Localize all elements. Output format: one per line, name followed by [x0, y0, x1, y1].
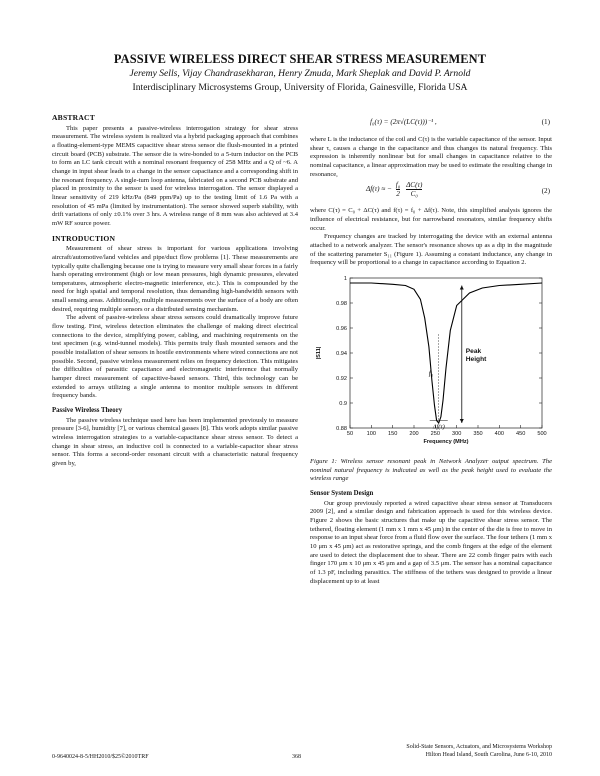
peak-label-line2: Height: [465, 355, 487, 363]
eq2-number: (2): [541, 187, 550, 196]
peak-arrow-head-top: [460, 285, 464, 289]
eq2-c-den: C₀: [410, 190, 418, 199]
x-tick-label: 50: [346, 430, 354, 437]
footer-conference: [406, 744, 552, 759]
y-tick-label: 0.92: [336, 375, 347, 382]
y-tick-label: 0.96: [336, 325, 347, 332]
abstract-text: This paper presents a passive-wireless interrogation strategy for shear stress measurement. The wireless system is realized via a hybrid packaging approach that combines a floating-element-type MEMS capacitive shear stress sensor die flush-mounted in a printed circuit board (PCB) substrate. The sensor die is wire-bonded to a 5-turn inductor on the PCB to form an LC tank circuit with a nominal resonant frequency of 258 MHz and a Q of ~6. A change in input shear leads to a change in the sensor capacitance and a corresponding shift in the resonant frequency. A single-turn loop antenna, fabricated on a second PCB substrate and placed in proximity to the sensor is used for wireless interrogation. The sensor displayed a linear sensitivity of 219 kHz/Pa (849 ppm/Pa) up to the testing limit of 1.6 Pa with a resolution of 45 mPa (limited by instrumentation). The sensor showed superb stability, with drift variations of only ±0.1% over 3 hrs. A wireless range of 8 mm was also achieved at 3.4 mW RF source power.: [52, 124, 298, 227]
y-axis-label: |S11|: [316, 346, 322, 360]
peak-arrow-head-bottom: [460, 419, 464, 423]
affiliation: Interdisciplinary Microsystems Group, University of Florida, Gainesville, Florida USA: [132, 82, 468, 93]
author-list: Jeremy Sells, Vijay Chandrasekharan, Henry Zmuda, Mark Sheplak and David P. Arnold: [129, 68, 471, 79]
x-axis-label: Frequency (MHz): [423, 438, 469, 445]
y-tick-label: 0.88: [336, 425, 347, 432]
eq2-f-num: f₀: [395, 181, 401, 190]
equation-2: [310, 179, 552, 207]
footer-conference-location: Hilton Head Island, South Carolina, June 6-10, 2010: [425, 751, 552, 758]
x-tick-label: 400: [494, 430, 505, 437]
response-paragraph: Frequency changes are tracked by interrogating the device with an external antenna attached to a network analyzer. The sensor's resonance shows up as a dip in the magnitude of the scattering parameter S₁₁ (Figure 1). Assuming a constant inductance, any change in frequency will be proportional to a change in capacitance according to Equation 2.: [310, 233, 552, 267]
x-tick-label: 500: [537, 430, 547, 437]
y-tick-label: 0.94: [336, 350, 347, 357]
eq2-f-den: 2: [396, 190, 400, 199]
intro-heading: INTRODUCTION: [52, 233, 116, 243]
x-tick-label: 350: [473, 430, 483, 437]
footer-page-number: 368: [292, 754, 301, 760]
equation-1: [310, 114, 552, 136]
y-tick-label: 0.9: [339, 400, 347, 407]
eq1-rhs: (2π√(LC(τ)))⁻¹ ,: [390, 118, 437, 126]
x-tick-label: 300: [451, 430, 462, 437]
x-tick-label: 100: [366, 430, 377, 437]
after-eq1-text: where L is the inductance of the coil and C(τ) is the variable capacitance of the sensor. Input shear τ, causes a change in the capacitance and thus changes its natural frequency. This expression is inherently nonlinear but for small changes in capacitance relative to the nominal capacitance, a linear approximation may be used to estimate the resulting change in resonance,: [310, 136, 552, 178]
figure-1-caption: Figure 1: Wireless sensor resonant peak in Network Analyzer output spectrum. The nominal natural frequency is indicated as well as the peak height used to evaluate the wireless range: [310, 457, 552, 483]
delta-f-label: Δf(τ): [432, 423, 445, 431]
x-tick-label: 250: [430, 430, 441, 437]
right-column: [310, 114, 552, 586]
theory-paragraph: The passive wireless technique used here has been implemented previously to measure pressure [3-6], humidity [7], or various chemical gasses [8]. This work adopts similar passive wireless interrogation strategies to a variable-capacitance shear stress sensor. To detect a change in shear stress, an inductive coil is connected to a variable-capacitor shear stress sensor. This forms a second-order resonant circuit with a characteristic natural frequency given by,: [52, 416, 298, 467]
intro-paragraph-1: Measurement of shear stress is important for various applications involving aircraft/automotive/land vehicles and pipe/duct flow problems [1]. These measurements are typically quite challenging because one is trying to measure very small shear forces in a fairly harsh operating environment (high or low mean pressures, high dynamic pressures, elevated temperatures, atmospheric electro-magnetic interference, etc.). This is compounded by the need for high spatial and temporal resolution, thus demanding high-bandwidth sensors with small sensing areas. Additionally, multiple measurements over the surface of a body are often desired, requiring multiple sensors or a distributed sensing mechanism.: [52, 245, 298, 313]
theory-heading: Passive Wireless Theory: [52, 407, 123, 414]
after-eq2-text: where C(τ) = C₀ + ΔC(τ) and f(τ) = f₀ + Δf(τ). Note, this simplified analysis ignores the influence of electrical resistance, but for narrowband resonators, similar frequency shifts occur.: [310, 207, 552, 232]
page-title: PASSIVE WIRELESS DIRECT SHEAR STRESS MEASUREMENT: [113, 52, 487, 66]
abstract-heading: ABSTRACT: [52, 113, 95, 122]
footer-conference-name: Solid-State Sensors, Actuators, and Microsystems Workshop: [406, 744, 552, 750]
eq1-lhs: f₀(τ) =: [370, 118, 391, 126]
eq1-number: (1): [541, 118, 550, 126]
x-tick-label: 150: [387, 430, 398, 437]
intro-paragraph-2: The advent of passive-wireless shear stress sensors could dramatically improve future flow testing. First, wireless detection eliminates the challenge of making direct electrical connections to the device, simplifying power, cabling, and machining requirements on the test specimen (e.g. wind-tunnel models). This permits truly flush mounted sensors and the possible installation of shear sensors in hostile environments where wired connections are not possible. Second, passive wireless measurement relies on frequency detection. This mitigates the difficulties of parasitic capacitance and electromagnetic interference that normally hamper direct measurement of capacitive-based sensors. Third, this technology can be extended to arrays utilizing a single antenna to monitor multiple sensors in different frequency bands.: [52, 314, 298, 400]
s11-chart-svg: [310, 272, 552, 454]
eq2-lhs: Δf(τ) ≈ −: [366, 185, 392, 194]
x-tick-label: 200: [409, 430, 419, 437]
y-tick-label: 1: [343, 275, 347, 282]
footer-copyright: 0-9640024-8-5/HH2010/$25©2010TRF: [52, 754, 149, 760]
design-heading: Sensor System Design: [310, 489, 374, 497]
f0-label: f₀: [428, 369, 434, 378]
peak-label-line1: Peak: [465, 347, 482, 355]
x-tick-label: 450: [515, 430, 526, 437]
figure-1-chart: [310, 272, 552, 454]
series-line-s11: [350, 283, 542, 423]
y-tick-label: 0.98: [336, 300, 347, 307]
left-column: [52, 114, 298, 469]
plot-frame: [350, 278, 542, 431]
eq2-c-num: ΔC(τ): [406, 181, 423, 190]
design-paragraph: Our group previously reported a wired capacitive shear stress sensor at Transducers 2009 [2], and a similar design and fabrication approach is used for this wireless device. Figure 2 shows the basic structures that make up the capacitive shear stress sensor. The tethered, floating element (1 mm x 1 mm x 45 μm) in the center of the die is free to move in response to an input shear force from a fluid flow over the surface. The four tethers (1 mm x 10 μm x 45 μm) act as restorative springs, and the comb fingers at the edge of the element are used to detect the displacement due to shear. There are 22 comb finger pairs with each finger 170 μm x 10 μm x 45 μm and a gap of 3.5 μm. The sensor has a nominal capacitance of 1.3 pF, including parasitics. The stiffness of the tethers was designed to provide a linear displacement up to at least: [310, 499, 552, 585]
